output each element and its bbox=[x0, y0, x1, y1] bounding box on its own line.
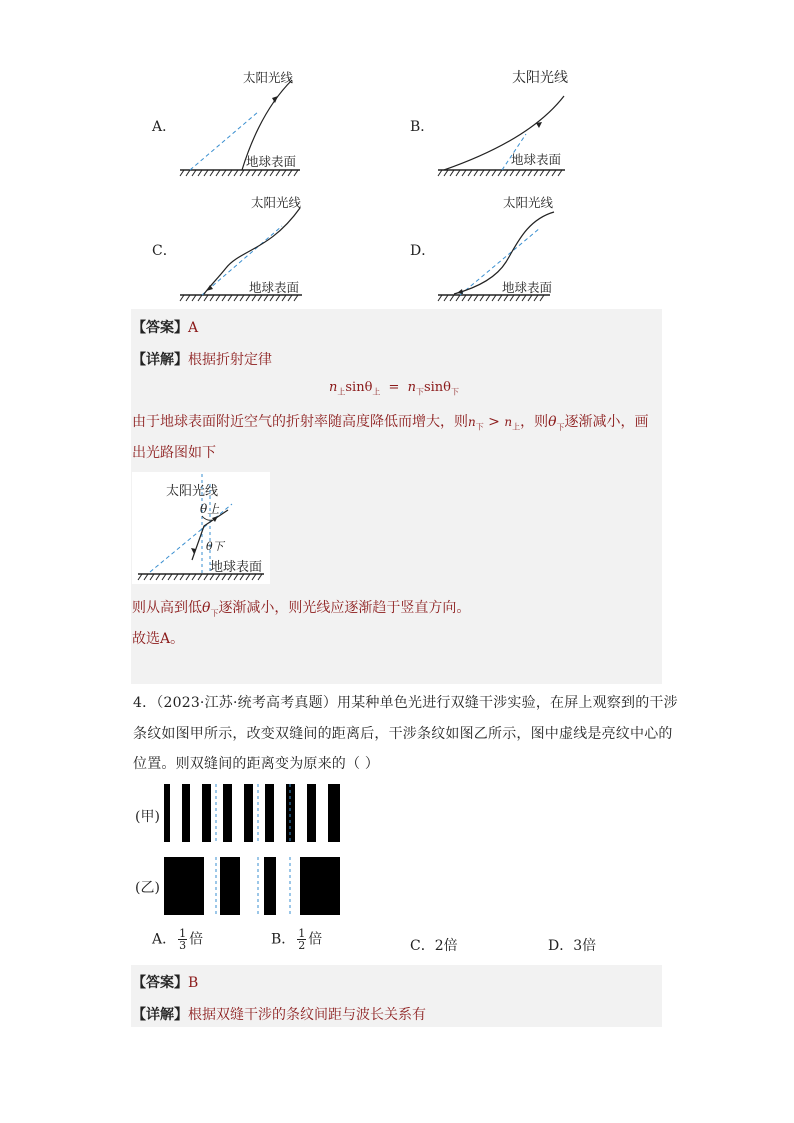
option-a-sun-label: 太阳光线 bbox=[243, 70, 294, 85]
label-yi: (乙) bbox=[135, 880, 160, 896]
q4-option-a[interactable] bbox=[152, 928, 203, 951]
fraction bbox=[178, 928, 187, 951]
option-c-label: C． bbox=[152, 243, 177, 259]
q4-option-d-text: 3倍 bbox=[573, 938, 597, 954]
option-a-earth-label: 地球表面 bbox=[246, 154, 297, 169]
fringe-pattern-yi bbox=[164, 857, 340, 915]
q3-detail-line bbox=[132, 349, 272, 369]
q3-answer-tag: 【答案】 bbox=[132, 320, 188, 336]
q4-option-b[interactable] bbox=[271, 928, 322, 951]
q4-answer-line bbox=[132, 972, 198, 992]
q4-option-a-suffix: 倍 bbox=[189, 931, 204, 948]
q4-option-c[interactable] bbox=[410, 935, 458, 955]
q3-line1-c: 逐渐减小，画 bbox=[564, 414, 649, 430]
q3-theta-up: θ上 bbox=[200, 502, 220, 516]
q3-detail-intro: 根据折射定律 bbox=[188, 352, 272, 368]
q4-option-b-suffix: 倍 bbox=[308, 931, 323, 948]
q4-option-b-label: B． bbox=[271, 931, 296, 948]
formula-sin: sinθ bbox=[345, 380, 373, 395]
q3-conclusion-a: 则从高到低 bbox=[132, 600, 202, 616]
q3-answer-value: A bbox=[188, 320, 199, 336]
label-jia: (甲) bbox=[135, 809, 160, 825]
option-b-earth-label: 地球表面 bbox=[511, 152, 562, 167]
option-a-label: A． bbox=[152, 119, 177, 135]
q3-explanation-line1: 由于地球表面附近空气的折射率随高度降低而增大，则$n_下 > n_上$，则$\theta_下$逐渐减小，画 bbox=[132, 414, 649, 432]
sub: 下 bbox=[210, 608, 219, 618]
q4-answer-value: B bbox=[188, 975, 199, 991]
denominator: 2 bbox=[298, 939, 306, 952]
formula-n: n bbox=[407, 380, 416, 395]
q4-detail-text: 根据双缝干涉的条纹间距与波长关系有 bbox=[188, 1007, 426, 1023]
option-c-earth-label: 地球表面 bbox=[249, 280, 300, 295]
q4-option-c-label: C． bbox=[410, 938, 435, 954]
q3-answer-line bbox=[132, 317, 198, 337]
q4-stem-line2: 条纹如图甲所示，改变双缝间的距离后，干涉条纹如图乙所示，图中虚线是亮纹中心的 bbox=[133, 726, 673, 742]
q4-option-d-label: D． bbox=[548, 938, 574, 954]
q3-lightpath-diagram bbox=[132, 472, 270, 584]
n-symbol: n bbox=[468, 415, 476, 429]
q4-option-d[interactable] bbox=[548, 935, 596, 955]
formula-sin: sinθ bbox=[423, 380, 451, 395]
fringe-pattern-jia bbox=[164, 784, 340, 842]
q4-detail-line bbox=[132, 1004, 426, 1024]
q4-option-c-text: 2倍 bbox=[434, 938, 458, 954]
q3-line1-a: 由于地球表面附近空气的折射率随高度降低而增大，则 bbox=[132, 414, 468, 430]
formula-sub: 上 bbox=[337, 387, 346, 397]
q4-option-a-label: A． bbox=[152, 931, 177, 948]
option-d-sun-label: 太阳光线 bbox=[503, 195, 554, 210]
formula-sub: 上 bbox=[372, 387, 381, 397]
q3-formula bbox=[329, 380, 459, 398]
option-d-earth-label: 地球表面 bbox=[502, 280, 553, 295]
q4-answer-tag: 【答案】 bbox=[132, 975, 188, 991]
formula-sub: 下 bbox=[451, 387, 459, 397]
numerator: 1 bbox=[298, 927, 306, 940]
n-symbol: n bbox=[504, 415, 513, 429]
q3-theta-down: θ下 bbox=[206, 540, 224, 553]
option-b-sun-label: 太阳光线 bbox=[512, 70, 568, 86]
q3-conclusion: 则从高到低$\theta_下$逐渐减小，则光线应逐渐趋于竖直方向。 bbox=[132, 600, 471, 618]
q3-conclusion-b: 逐渐减小，则光线应逐渐趋于竖直方向。 bbox=[218, 600, 471, 616]
q3-diagram-sun-label: 太阳光线 bbox=[166, 484, 219, 499]
formula-eq: = bbox=[388, 380, 400, 395]
q4-detail-tag: 【详解】 bbox=[132, 1007, 188, 1023]
q3-explanation-line2: 出光路图如下 bbox=[132, 445, 216, 461]
sub: 下 bbox=[475, 422, 484, 432]
sub: 下 bbox=[556, 422, 565, 432]
option-d-label: D． bbox=[410, 243, 436, 259]
q4-stem-line3: 位置。则双缝间的距离变为原来的（ ） bbox=[133, 756, 380, 772]
option-b-label: B． bbox=[410, 119, 435, 135]
q3-detail-tag: 【详解】 bbox=[132, 352, 188, 368]
q3-diagram-earth-label: 地球表面 bbox=[210, 560, 263, 575]
formula-sub: 下 bbox=[415, 387, 424, 397]
q3-line1-b: ，则 bbox=[520, 414, 549, 430]
fraction bbox=[297, 928, 306, 951]
denominator: 3 bbox=[179, 939, 187, 952]
q4-stem-line1: 4．（2023·江苏·统考高考真题）用某种单色光进行双缝干涉实验，在屏上观察到的干涉 bbox=[133, 695, 678, 711]
q3-final: 故选A。 bbox=[132, 631, 185, 647]
formula-n: n bbox=[329, 380, 338, 395]
numerator: 1 bbox=[179, 927, 187, 940]
option-c-sun-label: 太阳光线 bbox=[251, 195, 302, 210]
sub: 上 bbox=[512, 422, 521, 432]
